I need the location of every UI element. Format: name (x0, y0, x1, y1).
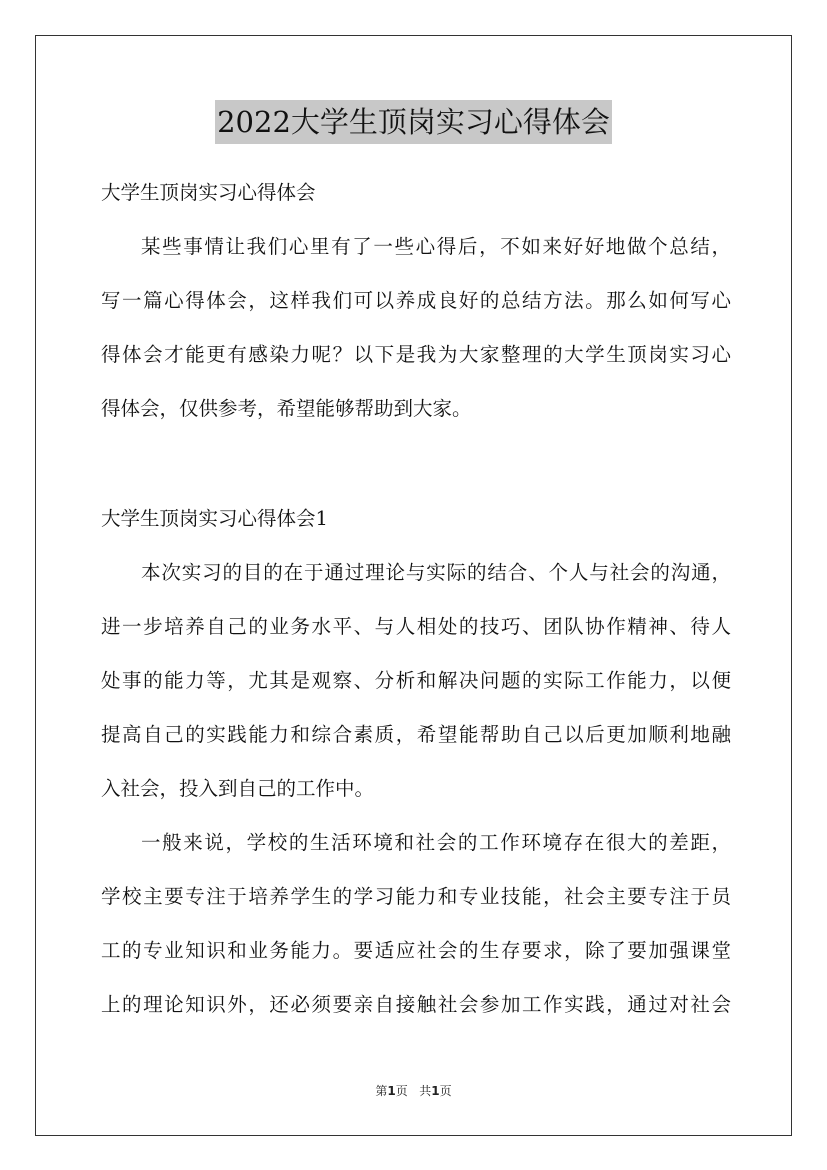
page-suffix: 页 (395, 1084, 408, 1098)
total-suffix: 页 (439, 1084, 452, 1098)
para1-line: 入社会，投入到自己的工作中。 (101, 777, 375, 800)
para2-line: 一般来说，学校的生活环境和社会的工作环境存在很大的差距， (141, 831, 731, 854)
para1-line: 进一步培养自己的业务水平、与人相处的技巧、团队协作精神、待人 (101, 615, 731, 638)
title-container (0, 100, 827, 144)
subtitle: 大学生顶岗实习心得体会 (101, 181, 316, 204)
document-title: 2022大学生顶岗实习心得体会 (215, 100, 612, 144)
para2-line: 上的理论知识外，还必须要亲自接触社会参加工作实践，通过对社会 (101, 993, 731, 1016)
page-footer (0, 1082, 827, 1099)
page-current: 1 (387, 1084, 396, 1098)
intro-line: 得体会才能更有感染力呢？以下是我为大家整理的大学生顶岗实习心 (101, 343, 731, 366)
para1-line: 处事的能力等，尤其是观察、分析和解决问题的实际工作能力，以便 (101, 669, 731, 692)
intro-line: 写一篇心得体会，这样我们可以养成良好的总结方法。那么如何写心 (101, 289, 731, 312)
intro-line: 某些事情让我们心里有了一些心得后，不如来好好地做个总结， (141, 235, 731, 258)
para2-line: 学校主要专注于培养学生的学习能力和专业技能，社会主要专注于员 (101, 885, 731, 908)
total-prefix: 共 (419, 1084, 432, 1098)
intro-line: 得体会，仅供参考，希望能够帮助到大家。 (101, 397, 472, 420)
para1-line: 本次实习的目的在于通过理论与实际的结合、个人与社会的沟通， (141, 561, 731, 584)
para1-line: 提高自己的实践能力和综合素质，希望能帮助自己以后更加顺利地融 (101, 723, 731, 746)
section-heading: 大学生顶岗实习心得体会1 (101, 507, 328, 530)
para2-line: 工的专业知识和业务能力。要适应社会的生存要求，除了要加强课堂 (101, 939, 731, 962)
page-total: 1 (431, 1084, 440, 1098)
page-prefix: 第 (375, 1084, 388, 1098)
